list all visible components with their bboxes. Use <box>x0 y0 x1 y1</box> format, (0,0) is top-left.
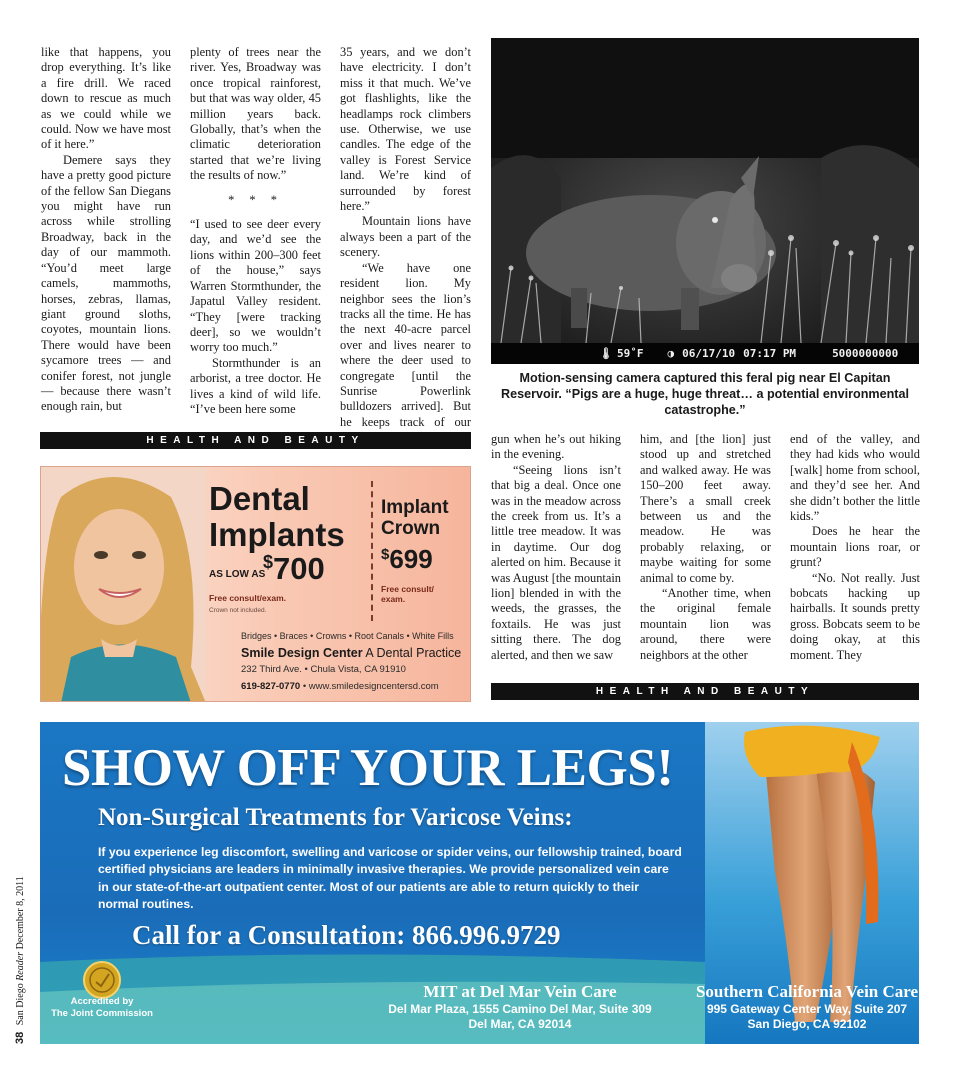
practice-contact <box>241 681 439 692</box>
article-column-5 <box>640 432 771 663</box>
ad-headline: SHOW OFF YOUR LEGS! <box>62 739 674 797</box>
article-column-4 <box>491 432 621 663</box>
implant-crown-line2: Crown <box>381 518 441 539</box>
accreditation-line1: Accredited by <box>70 996 134 1007</box>
practice-name <box>241 646 461 660</box>
camera-date: 06/17/10 <box>682 347 736 360</box>
crown-note: Crown not included. <box>209 607 267 614</box>
issue-date: December 8, 2011 <box>15 876 26 950</box>
location-del-mar <box>370 982 670 1032</box>
paragraph: Demere says they have a pretty good picture of the fellow San Diegans you might have run across while strolling Broadway, back in the day of our mammoth. “You’d meet large camels, mammoths, horses, zebras, llamas, giant ground sloths, coyotes, mountain lions. There would have been sycamore trees — and conifer forest, not jungle — because there wasn’t enough rain, but <box>41 152 171 414</box>
implant-price-value: 700 <box>273 551 325 586</box>
feral-pig-photo <box>491 38 919 364</box>
article-column-2 <box>190 45 321 417</box>
joint-commission-seal-icon <box>82 960 122 1000</box>
accreditation-line2: The Joint Commission <box>51 1007 153 1019</box>
publication-name: Reader <box>15 951 26 981</box>
section-label-left: HEALTH AND BEAUTY <box>40 432 471 449</box>
paragraph: him, and [the lion] just stood up and stretched and walked away. He was 150–200 feet away. There’s a small creek between us and the meadow. He was probably relaxing, or maybe waiting for some animal to come by. <box>640 432 771 585</box>
paragraph: “Another time, when the original female mountain lion was around, there were neighbors at the other <box>640 586 771 662</box>
location-address-2: San Diego, CA 92102 <box>747 1017 867 1031</box>
paragraph: gun when he’s out hiking in the evening. <box>491 432 621 462</box>
accreditation-text <box>50 996 154 1019</box>
consultation-phone[interactable]: Call for a Consultation: 866.996.9729 <box>132 920 561 950</box>
paragraph: 35 years, and we don’t have electricity. I don’t miss it that much. We’ve got flashlights, like the headlamps rock climbers use. Otherwise, we use candles. The edge of the valley is Forest Service land. We’re kind of surrounded by forest here.” <box>340 45 471 214</box>
paragraph: Does he hear the mountain lions roar, or grunt? <box>790 524 920 570</box>
location-san-diego <box>680 982 919 1032</box>
camera-serial: 5000000000 <box>832 347 899 360</box>
implant-price <box>263 551 325 587</box>
practice-tagline: A Dental Practice <box>365 646 462 660</box>
dental-implants-ad[interactable] <box>40 466 471 702</box>
paragraph: end of the valley, and they had kids who would [walk] home from school, and they’d see her. And she didn’t bother the little kids.” <box>790 432 920 524</box>
dashed-divider <box>371 481 373 621</box>
article-column-6 <box>790 432 920 663</box>
paragraph: “Seeing lions isn’t that big a deal. Once one was in the meadow across the creek from us. It’s a little tree meadow. It was in daytime. Our dog alerted on him. Because it was August [the mountain lion] blended in with the weeds, the grasses, the foxtails. He was just sitting there. The dog alerted, and then we saw <box>491 462 621 662</box>
vein-care-ad[interactable] <box>40 722 919 1044</box>
practice-phone[interactable]: 619-827-0770 <box>241 681 301 692</box>
camera-info-bar <box>491 343 919 364</box>
camera-time: 07:17 PM <box>743 347 797 360</box>
free-consult-label-2 <box>381 584 434 604</box>
free-consult-line1: Free consult/ <box>381 584 434 594</box>
paragraph: “We have one resident lion. My neighbor sees the lion’s tracks all the time. He has the next 40-acre parcel over and lives nearer to where the deer used to congregate [until the Sunrise Powerlink bulldozers arrived]. But he keeps track of our <box>340 260 471 429</box>
page-folio <box>14 844 26 1044</box>
location-address-1: Del Mar Plaza, 1555 Camino Del Mar, Suite 309 <box>388 1002 652 1016</box>
implant-crown-line1: Implant <box>381 497 449 518</box>
section-label-right: HEALTH AND BEAUTY <box>491 683 919 700</box>
location-name: Southern California Vein Care <box>695 982 919 1001</box>
publication-city: San Diego <box>15 983 26 1026</box>
paragraph: plenty of trees near the river. Yes, Broadway was once tropical rainforest, but that was way older, 45 million years back. Globally, that’s when the climatic deterioration started that we’re living the results of now.” <box>190 45 321 183</box>
implant-crown-heading <box>381 497 449 539</box>
ad-headline-line2: Implants <box>209 516 345 553</box>
feral-pig-illustration <box>491 38 919 343</box>
paragraph: like that happens, you drop everything. It’s like a fire drill. We raced down to rescue as much as we could while we could. Now we have most of it here.” <box>41 45 171 152</box>
free-consult-label: Free consult/exam. <box>209 593 287 603</box>
camera-temperature: 59˚F <box>616 347 644 360</box>
article-column-3 <box>340 45 471 446</box>
ad-body-text: If you experience leg discomfort, swelling and varicose or spider veins, our fellowship trained, board certified physicians are leaders in minimally invasive therapies. We provide personalized vein care in our state-of-the-art outpatient center. Most of our patients are able to return quickly to their normal routines. <box>98 845 682 912</box>
photo-caption: Motion-sensing camera captured this feral pig near El Capitan Reservoir. “Pigs are a huge, huge threat… a potential environmental catastrophe.” <box>500 371 909 417</box>
paragraph: “I used to see deer every day, and we’d see the lions within 200–300 feet of the house,” says Warren Stormthunder, the Japatul Valley resident. “They [were tracking deer], so we wouldn’t worry too much.” <box>190 217 321 355</box>
location-name: MIT at Del Mar Vein Care <box>423 982 617 1001</box>
crown-price-value: 699 <box>389 544 433 574</box>
practice-website[interactable]: • www.smiledesigncentersd.com <box>302 681 439 692</box>
article-column-1 <box>41 45 171 415</box>
services-list: Bridges • Braces • Crowns • Root Canals • White Fills <box>241 631 454 641</box>
dollar-sign: $ <box>381 546 390 563</box>
as-low-as-label: AS LOW AS <box>209 569 266 580</box>
ad-subhead: Non-Surgical Treatments for Varicose Veins: <box>98 804 573 831</box>
location-address-1: 995 Gateway Center Way, Suite 207 <box>706 1002 908 1016</box>
paragraph: Stormthunder is an arborist, a tree doctor. He lives a kind of wild life. “I’ve been here some <box>190 355 321 416</box>
dollar-sign: $ <box>263 552 274 572</box>
practice-title: Smile Design Center <box>241 646 363 660</box>
practice-address: 232 Third Ave. • Chula Vista, CA 91910 <box>241 664 406 675</box>
section-break: * * * <box>228 192 283 207</box>
thermometer-icon: 🌡 <box>599 347 613 360</box>
moon-phase-icon: ◑ <box>667 347 675 360</box>
ad-headline <box>209 481 345 553</box>
location-address-2: Del Mar, CA 92014 <box>468 1017 572 1031</box>
paragraph: “No. Not really. Just bobcats hacking up hairballs. It sounds pretty gross. Bobcats seem to be doing okay, at this moment. They <box>790 570 920 662</box>
ad-headline-line1: Dental <box>209 480 310 517</box>
crown-price <box>381 544 433 575</box>
paragraph: Mountain lions have always been a part of the scenery. <box>340 214 471 260</box>
page-number: 38 <box>14 1031 26 1044</box>
smiling-woman-photo <box>41 467 206 702</box>
free-consult-line2: exam. <box>381 594 406 604</box>
